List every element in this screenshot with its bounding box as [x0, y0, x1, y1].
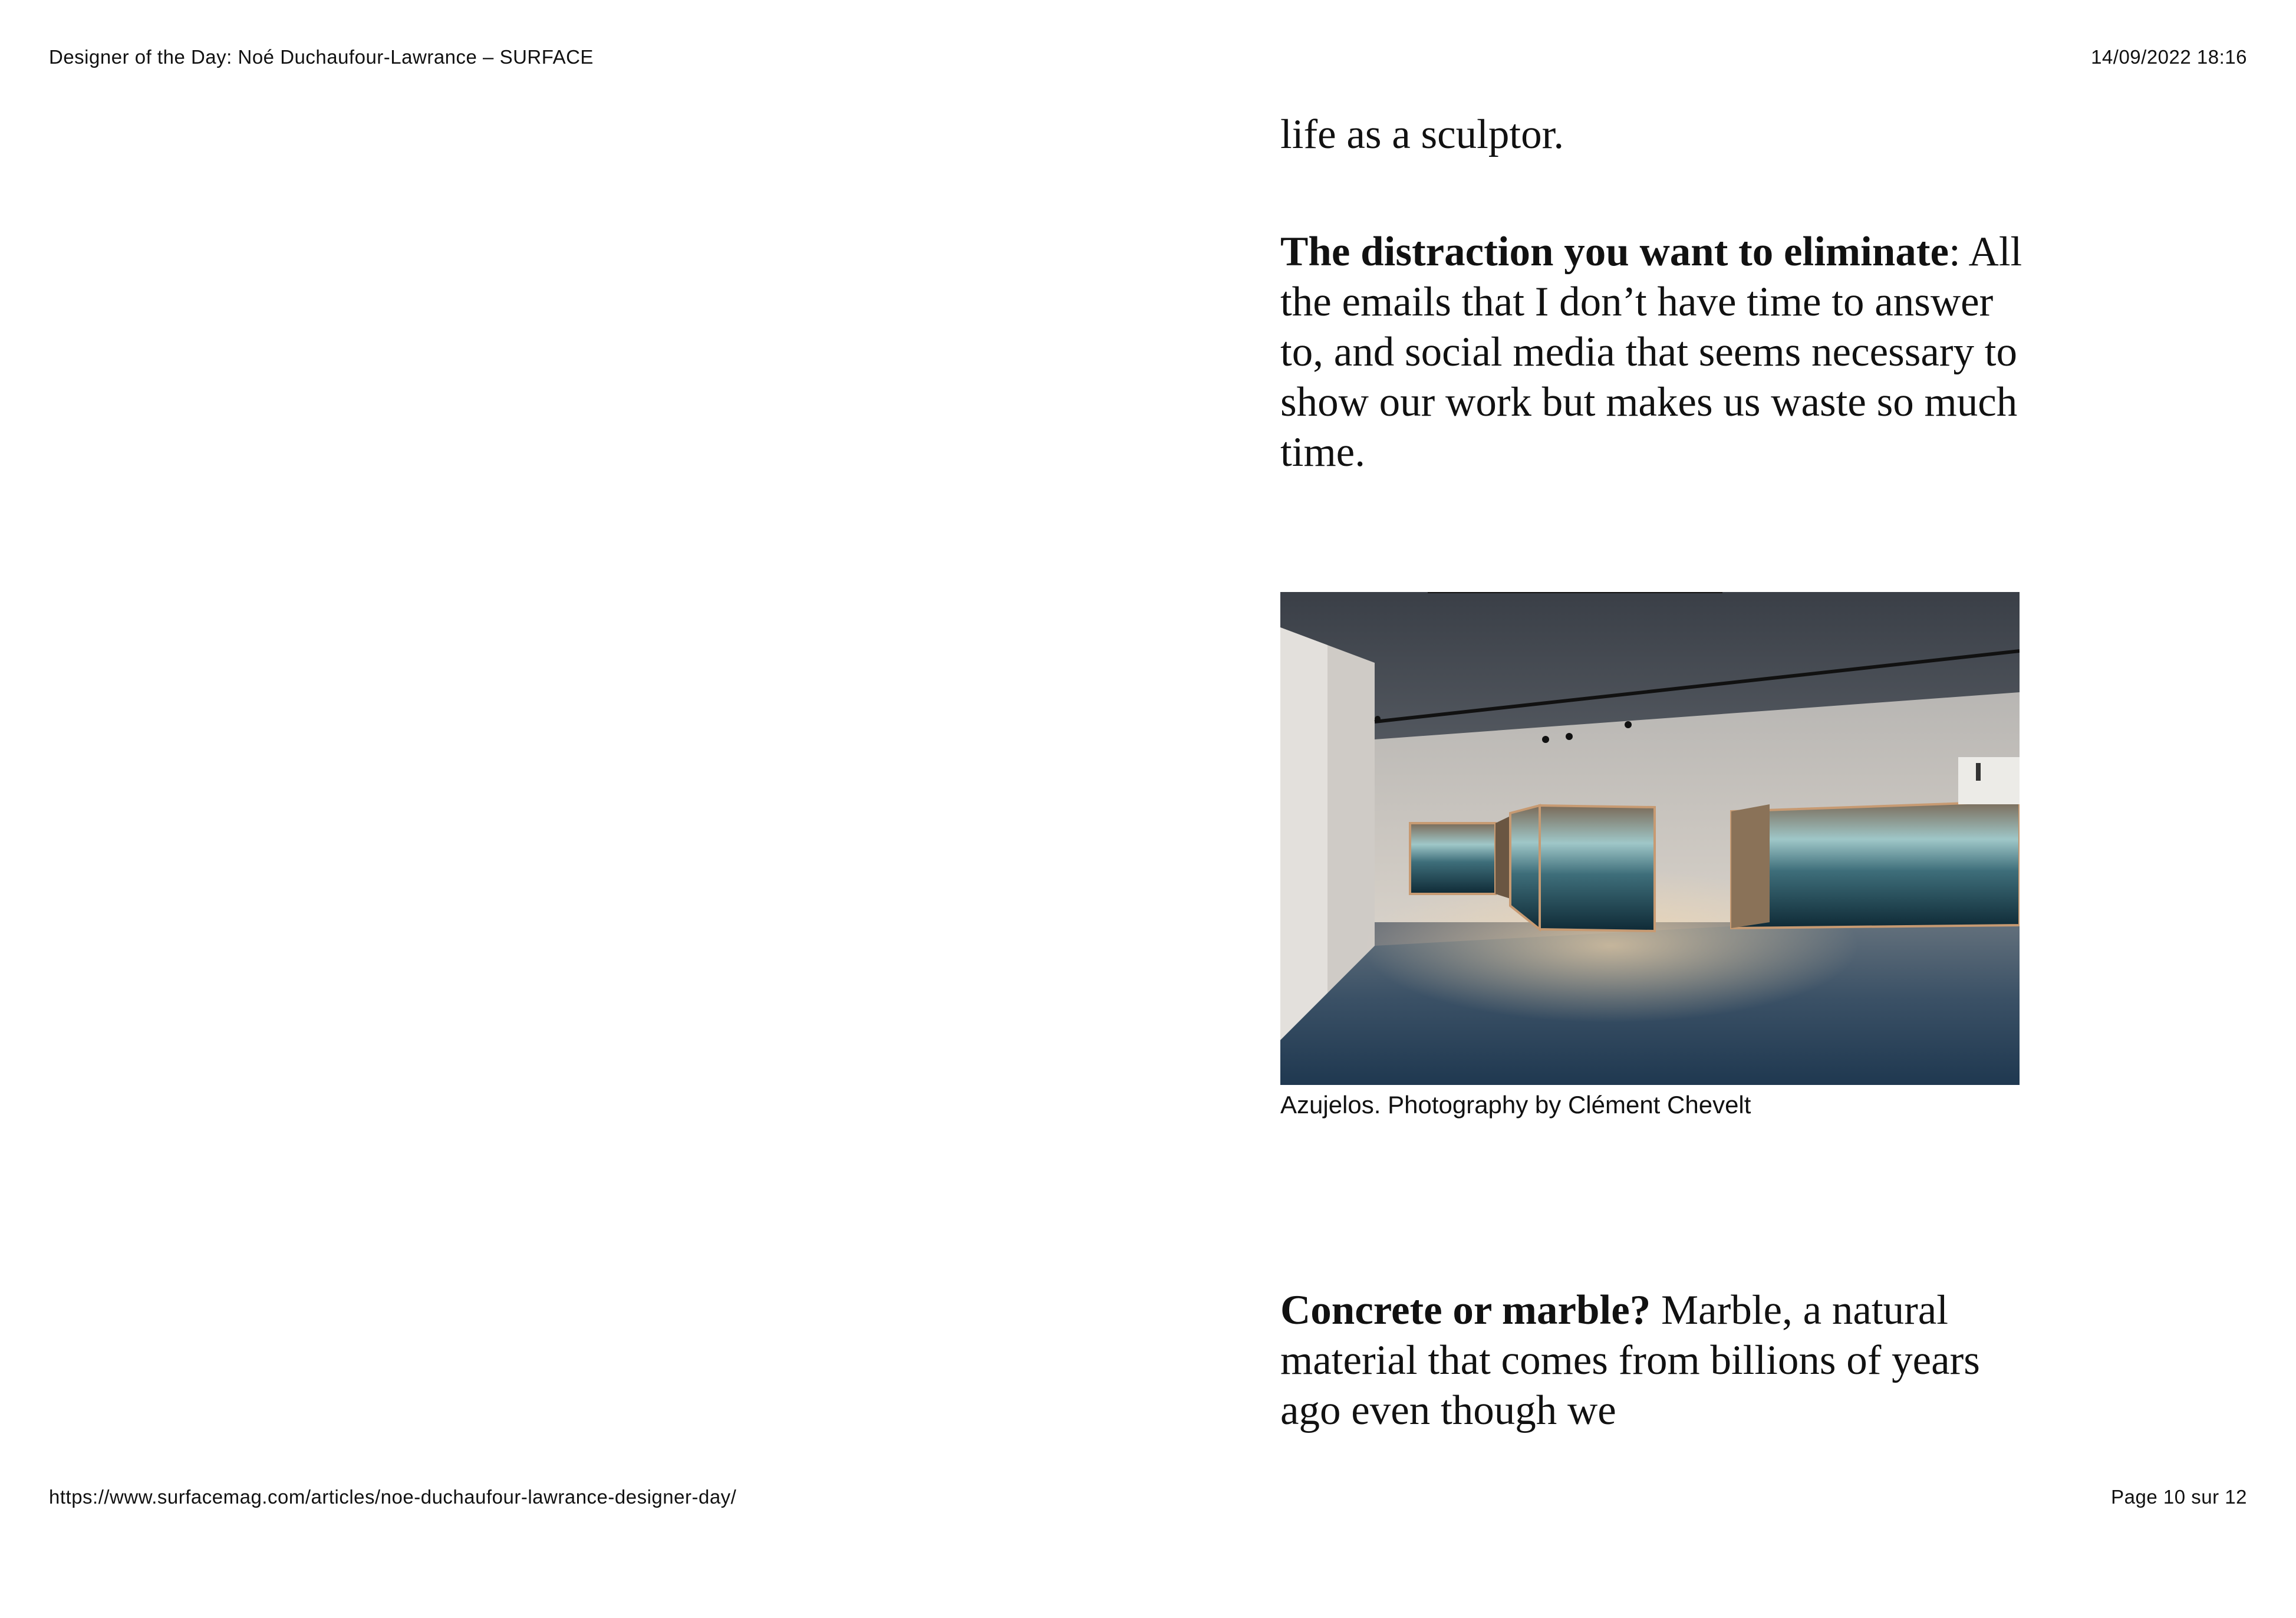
page-number: Page 10 sur 12: [2111, 1486, 2247, 1508]
gallery-photo: [1280, 592, 2020, 1085]
page-url: https://www.surfacemag.com/articles/noe-duchaufour-lawrance-designer-day/: [49, 1486, 737, 1508]
image-caption: Azujelos. Photography by Clément Chevelt: [1280, 1091, 1751, 1119]
question-heading: Concrete or marble?: [1280, 1287, 1651, 1333]
paragraph-text: life as a sculptor.: [1280, 111, 1564, 157]
paragraph-sculptor: [1280, 110, 2023, 160]
answer-text: : All the emails that I don’t have time to answer to, and social media that seems necessary to show our work but makes us waste so much time.: [1280, 229, 2022, 475]
paragraph-concrete-marble: [1280, 1285, 2023, 1436]
document-title: Designer of the Day: Noé Duchaufour-Lawrance – SURFACE: [49, 46, 594, 68]
paragraph-distraction: [1280, 227, 2023, 478]
answer-text: Marble, a natural material that comes from billions of years ago even though we: [1280, 1287, 1980, 1433]
question-heading: The distraction you want to eliminate: [1280, 229, 1949, 275]
print-datetime: 14/09/2022 18:16: [2091, 46, 2247, 68]
